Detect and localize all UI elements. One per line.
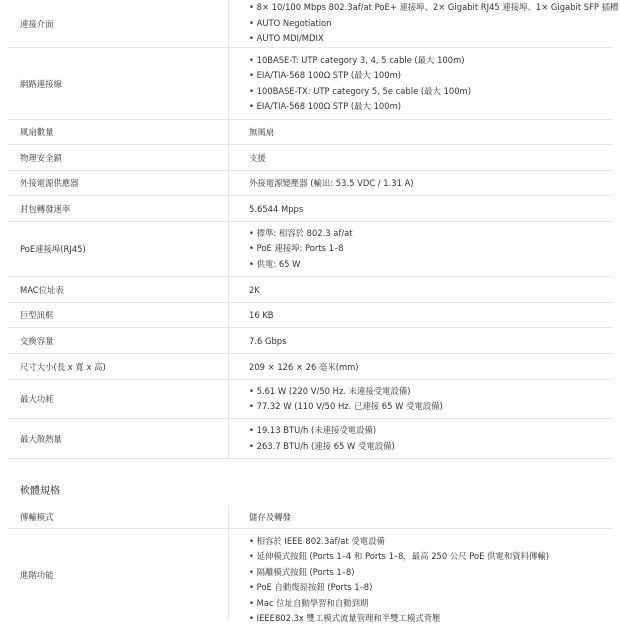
spec-row-lock: [8, 145, 612, 171]
spec-bullet-list: [249, 534, 549, 626]
spec-bullet: • PoE 連接埠: Ports 1–8: [249, 241, 353, 256]
spec-row-dimensions: [8, 354, 612, 380]
spec-bullet-list: [249, 423, 395, 454]
spec-value: 7.6 Gbps: [249, 335, 287, 346]
spec-bullet-list: [249, 226, 353, 272]
spec-bullet: • PoE 自動復原按鈕 (Ports 1–8): [249, 580, 549, 595]
spec-value: 儲存及轉發: [249, 511, 291, 522]
spec-value: 5.6544 Mpps: [249, 203, 304, 214]
spec-row-transfer-mode: [8, 505, 612, 529]
spec-label: 尺寸大小(長 x 寬 x 高): [20, 361, 106, 372]
spec-label: 傳輸模式: [20, 511, 54, 522]
spec-bullet: • 77.32 W (110 V/50 Hz. 已連接 65 W 受電設備): [249, 399, 443, 414]
spec-bullet: • Mac 位址自動學習和自動到期: [249, 596, 549, 611]
spec-bullet: • 5.61 W (220 V/50 Hz. 未連接受電設備): [249, 384, 443, 399]
spec-row-advanced-features: [8, 529, 612, 624]
spec-label: 巨型訊框: [20, 310, 54, 320]
spec-value: 無風扇: [249, 127, 275, 137]
spec-value: 2K: [249, 284, 260, 295]
spec-label: 最大功耗: [20, 394, 54, 404]
spec-label: 物理安全鎖: [20, 152, 62, 163]
spec-row-cable: [8, 48, 612, 120]
spec-value: [249, 380, 443, 418]
spec-row-jumbo-frame: [8, 303, 612, 328]
spec-bullet: • 延伸模式按鈕 (Ports 1–4 和 Ports 1–8，最高 250 公尺 PoE 供電和資料傳輸): [249, 549, 549, 564]
spec-value: 外接電源變壓器 (輸出: 53.5 VDC / 1.31 A): [249, 178, 414, 188]
spec-bullet: • AUTO MDI/MDIX: [249, 31, 618, 46]
spec-bullet: • IEEE802.3x 雙工模式流量管理和半雙工模式背壓: [249, 611, 549, 626]
spec-label: MAC位址表: [20, 284, 64, 295]
spec-label: 交換容量: [20, 335, 54, 346]
spec-bullet: • EIA/TIA-568 100Ω STP (最大 100m): [249, 99, 471, 114]
spec-bullet: • 隔離模式按鈕 (Ports 1–8): [249, 565, 549, 580]
spec-bullet: • AUTO Negotiation: [249, 16, 618, 31]
spec-row-power-supply: [8, 171, 612, 196]
spec-label: PoE連接埠(RJ45): [20, 244, 86, 254]
spec-bullet: • 19.13 BTU/h (未連接受電設備): [249, 423, 395, 438]
spec-value: 16 KB: [249, 310, 274, 320]
spec-bullet: • 供電: 65 W: [249, 257, 353, 272]
spec-value: [249, 222, 353, 276]
spec-label: 進階功能: [20, 569, 54, 580]
spec-label: 風扇數量: [20, 127, 54, 137]
spec-value: 209 × 126 × 26 毫米(mm): [249, 361, 359, 372]
spec-bullet-list: [249, 384, 443, 415]
spec-label: 連接介面: [20, 18, 54, 29]
spec-bullet-list: [249, 0, 618, 46]
spec-row-poe-ports: [8, 222, 612, 277]
spec-bullet: • EIA/TIA-568 100Ω STP (最大 100m): [249, 68, 471, 83]
spec-bullet: • 相容於 IEEE 802.3af/at 受電設備: [249, 534, 549, 549]
spec-label: 網路連接線: [20, 78, 62, 89]
section-title-software: 軟體規格: [20, 486, 60, 497]
spec-bullet: • 100BASE-TX: UTP category 5, 5e cable (最大 100m): [249, 84, 471, 99]
spec-value: [249, 48, 471, 119]
spec-row-max-power: [8, 380, 612, 419]
spec-bullet: • 263.7 BTU/h (連接 65 W 受電設備): [249, 439, 395, 454]
spec-bullet-list: [249, 53, 471, 115]
spec-value: 支援: [249, 152, 266, 163]
spec-label: 最大散熱量: [20, 433, 62, 444]
spec-bullet: • 標準: 相容於 802.3 af/at: [249, 226, 353, 241]
spec-row-switching-capacity: [8, 328, 612, 354]
spec-row-forwarding-rate: [8, 196, 612, 222]
spec-value: [249, 0, 618, 47]
spec-value: [249, 529, 549, 624]
spec-row-mac-table: [8, 277, 612, 303]
spec-label: 封包轉發速率: [20, 203, 71, 214]
spec-bullet: • 8× 10/100 Mbps 802.3af/at PoE+ 連接埠、2× Gigabit RJ45 連接埠、1× Gigabit SFP 插槽: [249, 0, 618, 15]
spec-bullet: • 10BASE-T: UTP category 3, 4, 5 cable (最大 100m): [249, 53, 471, 68]
spec-value: [249, 419, 395, 458]
spec-label: 外接電源供應器: [20, 178, 79, 188]
spec-row-max-heat: [8, 419, 612, 459]
spec-row-fan: [8, 120, 612, 145]
spec-row-interface: [8, 0, 619, 48]
